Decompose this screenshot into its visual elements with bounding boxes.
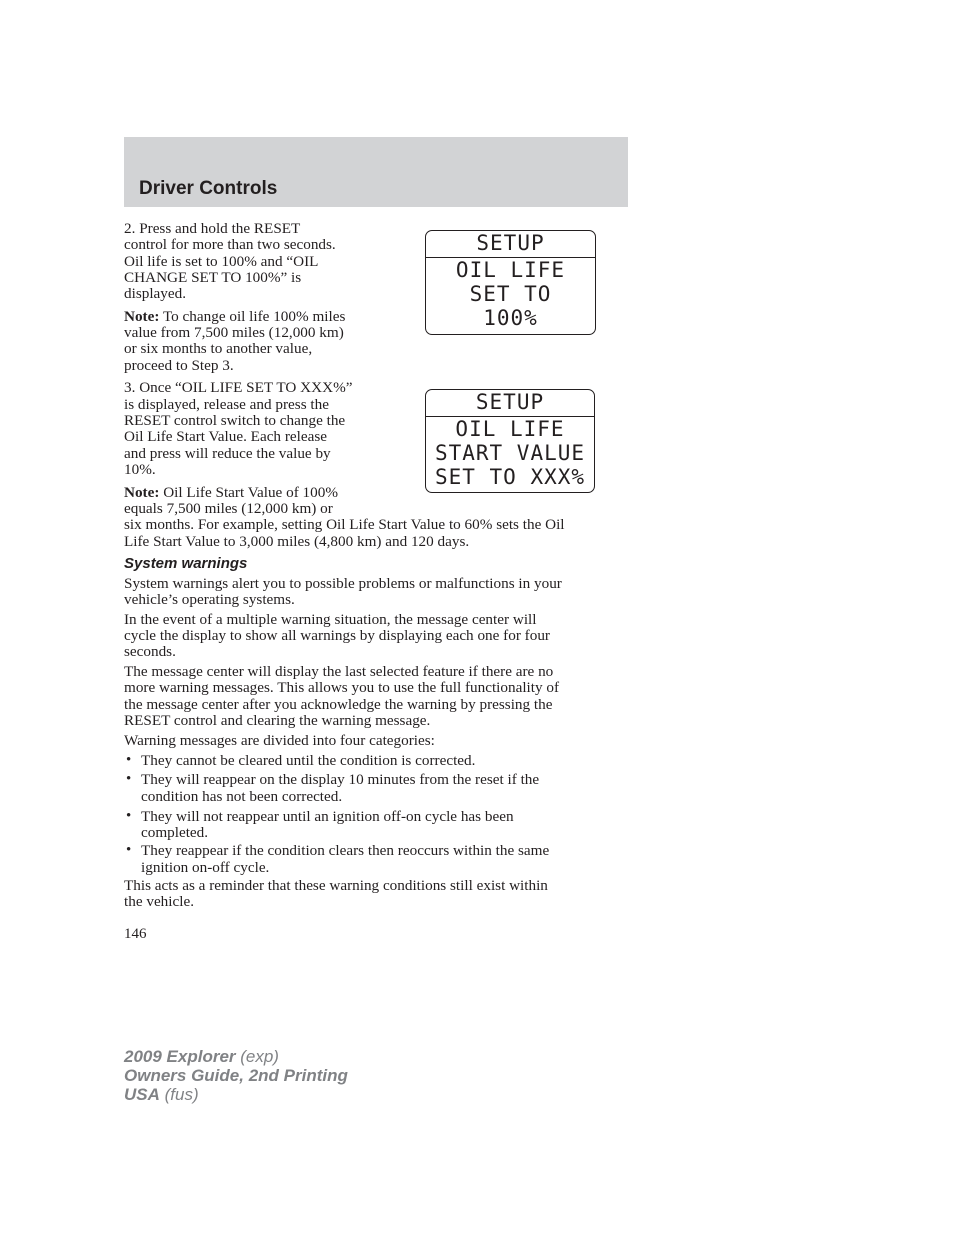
step-3-line: Oil Life Start Value. Each release xyxy=(124,428,327,445)
step-2-line: Oil life is set to 100% and “OIL xyxy=(124,253,319,270)
note-1-line: proceed to Step 3. xyxy=(124,357,234,374)
step-3-line: 10%. xyxy=(124,461,156,478)
bullet-icon: • xyxy=(126,771,132,787)
note-1-line: or six months to another value, xyxy=(124,340,313,357)
note-1-line: value from 7,500 miles (12,000 km) xyxy=(124,324,344,341)
footer-line-1 xyxy=(124,1047,279,1066)
note-2-line: six months. For example, setting Oil Life Start Value to 60% sets the Oil xyxy=(124,516,565,533)
bullet-line: They will reappear on the display 10 minutes from the reset if the xyxy=(141,771,540,788)
step-3-line: and press will reduce the value by xyxy=(124,445,331,462)
step-2-line: CHANGE SET TO 100%” is xyxy=(124,269,302,286)
paragraph-line: the vehicle. xyxy=(124,893,194,910)
paragraph-line: RESET control and clearing the warning message. xyxy=(124,712,431,729)
paragraph-line: cycle the display to show all warnings by displaying each one for four xyxy=(124,627,550,644)
message-center-display-1 xyxy=(425,230,596,335)
paragraph-line: This acts as a reminder that these warning conditions still exist within xyxy=(124,877,548,894)
paragraph-line: The message center will display the last selected feature if there are no xyxy=(124,663,554,680)
page-number: 146 xyxy=(124,926,147,942)
paragraph-line: the message center after you acknowledge the warning by pressing the xyxy=(124,696,553,713)
note-2-text: Oil Life Start Value of 100% xyxy=(159,484,338,501)
paragraph-line: seconds. xyxy=(124,643,176,660)
step-3-line: RESET control switch to change the xyxy=(124,412,346,429)
section-title: Driver Controls xyxy=(139,178,278,199)
display-line: 100% xyxy=(483,306,538,330)
bullet-icon: • xyxy=(126,842,132,858)
footer-printing: Owners Guide, 2nd Printing xyxy=(124,1066,348,1085)
footer-line-2 xyxy=(124,1066,348,1085)
paragraph-line: In the event of a multiple warning situation, the message center will xyxy=(124,611,537,628)
step-2-line: 2. Press and hold the RESET xyxy=(124,220,301,237)
system-warnings-heading: System warnings xyxy=(124,555,248,572)
display-line: SET TO XXX% xyxy=(434,465,586,489)
step-2-line: control for more than two seconds. xyxy=(124,236,336,253)
display-setup-label: SETUP xyxy=(426,390,594,417)
note-2-line: Life Start Value to 3,000 miles (4,800 km) and 120 days. xyxy=(124,533,470,550)
display-setup-label: SETUP xyxy=(426,231,595,258)
bullet-line: condition has not been corrected. xyxy=(141,788,343,805)
paragraph-line: Warning messages are divided into four categories: xyxy=(124,732,435,749)
bullet-line: They will not reappear until an ignition off-on cycle has been xyxy=(141,808,514,825)
display-line: OIL LIFE xyxy=(455,258,566,282)
bullet-icon: • xyxy=(126,808,132,824)
paragraph-line: System warnings alert you to possible problems or malfunctions in your xyxy=(124,575,562,592)
bullet-line: ignition on-off cycle. xyxy=(141,859,270,876)
paragraph-line: more warning messages. This allows you to use the full functionality of xyxy=(124,679,560,696)
bullet-line: They reappear if the condition clears then reoccurs within the same xyxy=(141,842,550,859)
message-center-display-2 xyxy=(425,389,595,493)
bullet-line: They cannot be cleared until the condition is corrected. xyxy=(141,752,476,769)
note-1-text: To change oil life 100% miles xyxy=(159,308,346,325)
step-3-line: 3. Once “OIL LIFE SET TO XXX%” xyxy=(124,379,353,396)
footer-model: 2009 Explorer xyxy=(124,1047,236,1066)
display-line: START VALUE xyxy=(434,441,586,465)
note-label: Note: xyxy=(124,484,160,501)
display-line: OIL LIFE xyxy=(455,417,565,441)
display-line: SET TO xyxy=(469,282,552,306)
bullet-line: completed. xyxy=(141,824,209,841)
footer-line-3 xyxy=(124,1085,199,1104)
footer-region: USA xyxy=(124,1085,160,1104)
step-2-line: displayed. xyxy=(124,285,187,302)
footer-model-code: (exp) xyxy=(235,1047,279,1066)
paragraph-line: vehicle’s operating systems. xyxy=(124,591,295,608)
bullet-icon: • xyxy=(126,752,132,768)
note-2-line: equals 7,500 miles (12,000 km) or xyxy=(124,500,333,517)
note-label: Note: xyxy=(124,308,160,325)
footer-region-code: (fus) xyxy=(159,1085,199,1104)
step-3-line: is displayed, release and press the xyxy=(124,396,329,413)
